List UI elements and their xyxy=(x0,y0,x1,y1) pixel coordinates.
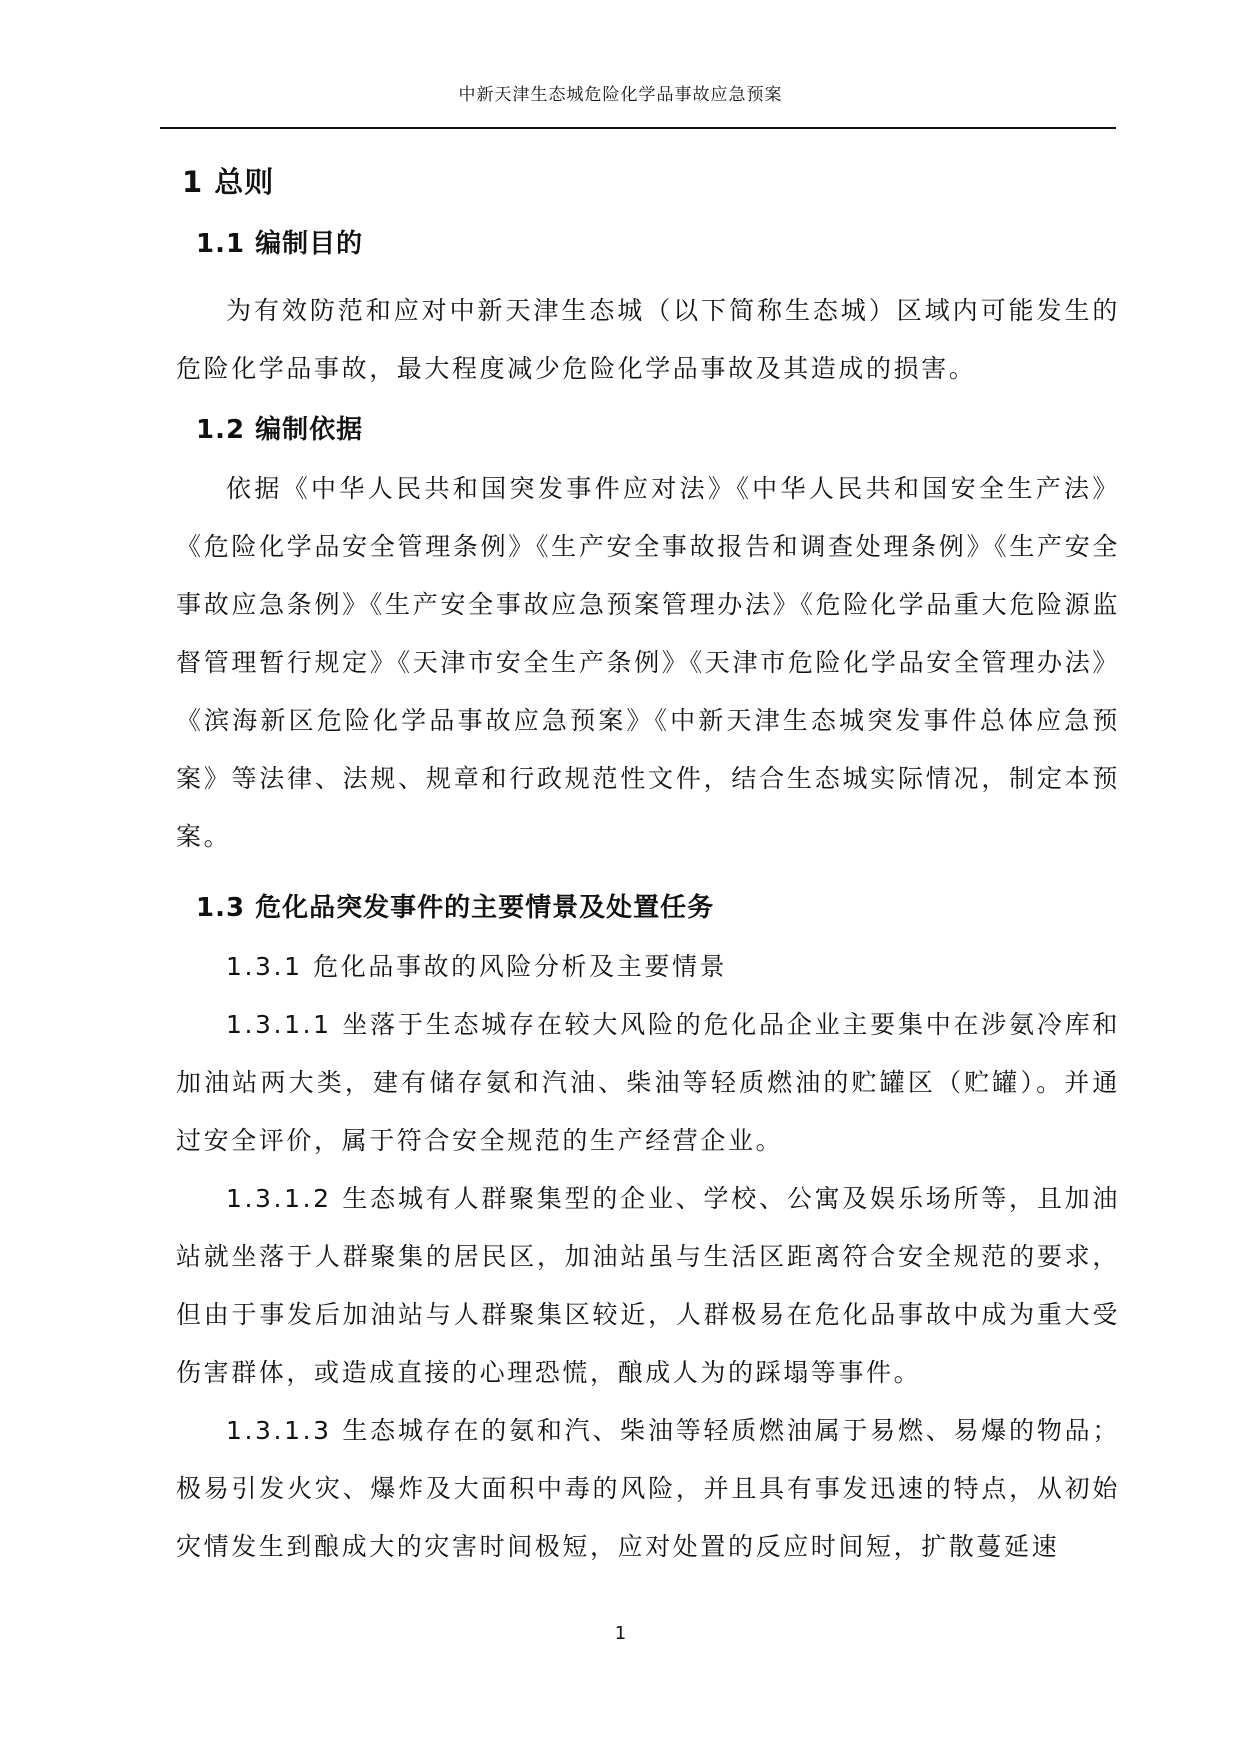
running-header: 中新天津生态城危险化学品事故应急预案 xyxy=(458,85,783,105)
section-1-heading: 1 总则 xyxy=(182,165,275,199)
document-body xyxy=(176,150,1120,1576)
section-1-3-1-3-paragraph: 1.3.1.3 生态城存在的氨和汽、柴油等轻质燃油属于易燃、易爆的物品；极易引发火灾、爆炸及大面积中毒的风险，并且具有事发迅速的特点，从初始灾情发生到酿成大的灾害时间极短，应对处置的反应时间短，扩散蔓延速 xyxy=(176,1416,1120,1561)
section-1-2-paragraph: 依据《中华人民共和国突发事件应对法》《中华人民共和国安全生产法》《危险化学品安全管理条例》《生产安全事故报告和调查处理条例》《生产安全事故应急条例》《生产安全事故应急预案管理办法》《危险化学品重大危险源监督管理暂行规定》《天津市安全生产条例》《天津市危险化学品安全管理办法》《滨海新区危险化学品事故应急预案》《中新天津生态城突发事件总体应急预案》等法律、法规、规章和行政规范性文件，结合生态城实际情况，制定本预案。 xyxy=(176,474,1120,851)
section-1-1-heading: 1.1 编制目的 xyxy=(196,229,364,259)
section-1-1-paragraph: 为有效防范和应对中新天津生态城（以下简称生态城）区域内可能发生的危险化学品事故，最大程度减少危险化学品事故及其造成的损害。 xyxy=(176,296,1120,383)
section-1-3-1-heading: 1.3.1 危化品事故的风险分析及主要情景 xyxy=(226,952,728,981)
section-1-3-1-1-paragraph: 1.3.1.1 坐落于生态城存在较大风险的危化品企业主要集中在涉氨冷库和加油站两大类，建有储存氨和汽油、柴油等轻质燃油的贮罐区（贮罐）。并通过安全评价，属于符合安全规范的生产经营企业。 xyxy=(176,1010,1120,1155)
section-1-3-heading: 1.3 危化品突发事件的主要情景及处置任务 xyxy=(196,893,715,923)
section-1-2-heading: 1.2 编制依据 xyxy=(196,415,364,445)
page-number: 1 xyxy=(614,1623,627,1644)
header-divider xyxy=(160,127,1116,129)
section-1-3-1-2-paragraph: 1.3.1.2 生态城有人群聚集型的企业、学校、公寓及娱乐场所等，且加油站就坐落于人群聚集的居民区，加油站虽与生活区距离符合安全规范的要求，但由于事发后加油站与人群聚集区较近，人群极易在危化品事故中成为重大受伤害群体，或造成直接的心理恐慌，酿成人为的踩塌等事件。 xyxy=(176,1184,1120,1387)
